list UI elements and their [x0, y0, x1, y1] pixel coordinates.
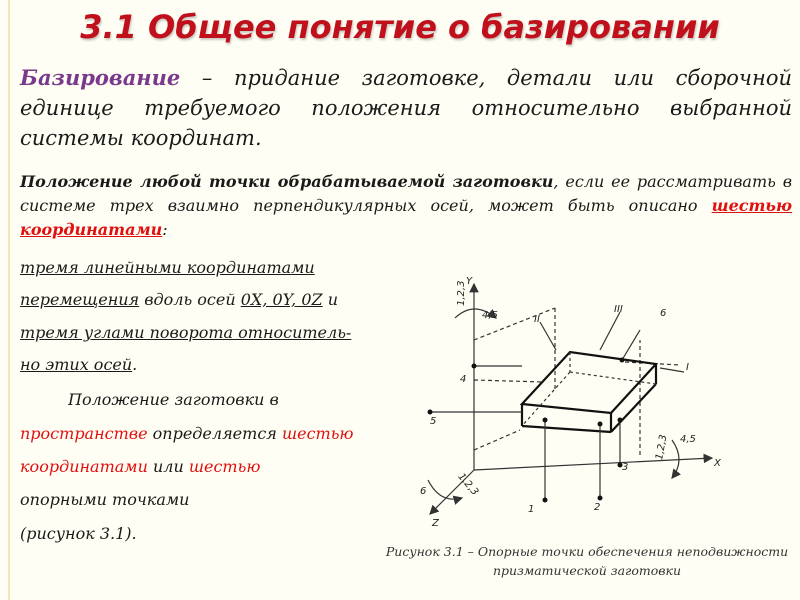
z-rotation-num: 6: [420, 486, 427, 497]
position-text: , если ее рассматривать в системе трех взаимно перпендикулярных осей, может быть описано: [20, 172, 792, 215]
point-2-label: 2: [594, 502, 601, 513]
z-rotation-arrow: [428, 480, 462, 499]
point-4-label: 4: [460, 374, 467, 385]
plane-III-label: III: [614, 304, 623, 315]
axis-x-label: X: [714, 458, 721, 469]
support-points-line: опорными точками: [20, 490, 190, 509]
caption-line-1: Рисунок 3.1 – Опорные точки обеспечения неподвижности: [385, 544, 789, 559]
point-3-label: 3: [622, 462, 629, 473]
definition-paragraph: [20, 63, 792, 153]
axis-y-label: Y: [466, 276, 473, 287]
axes-line: [20, 289, 385, 311]
coordinates-or-line: [20, 456, 385, 478]
point-5-label: 5: [430, 416, 437, 427]
linear-coordinates-line: тремя линейными координатами: [20, 258, 315, 277]
these-axes-line: [20, 354, 385, 376]
y-rotation-label: 1,2,3: [456, 280, 467, 306]
definition-text: – придание заготовке, детали или сборочной единице требуемого положения относительно выбранной системы координат.: [20, 66, 792, 150]
six-coordinates-phrase: шестью координатами: [20, 196, 792, 239]
slide-title: 3.1 Общее понятие о базировании: [80, 8, 720, 46]
z-rotation-label: 1,2,3: [455, 471, 481, 498]
point-1-label: 1: [528, 504, 535, 515]
definition-term: Базирование: [20, 65, 181, 90]
basing-figure: [400, 262, 800, 544]
axes-along-text: вдоль осей: [139, 290, 241, 309]
axis-x-line: [474, 458, 712, 470]
six-word-2: шестью: [188, 457, 261, 476]
position-paragraph: [20, 170, 792, 242]
defined-text: определяется: [147, 424, 282, 443]
x-rotation-label: 1,2,3: [654, 433, 670, 461]
point-6-label: 6: [660, 308, 667, 319]
x-rotation-arrow: [672, 440, 679, 478]
these-axes-text: но этих осей: [20, 355, 133, 374]
x-rotation-num: 4,5: [680, 434, 696, 445]
caption-line-2: призматической заготовки: [492, 563, 682, 578]
y-rotation-num: 4,5: [482, 310, 498, 321]
rotation-angles-line: тремя углами поворота относитель-: [20, 323, 352, 342]
axes-and: и: [322, 290, 339, 309]
axis-z-label: Z: [432, 518, 439, 529]
these-axes-period: .: [132, 355, 138, 374]
figure-caption: [378, 542, 796, 580]
space-word: пространстве: [20, 424, 148, 443]
workpiece-position-line: Положение заготовки в: [68, 390, 279, 409]
decorative-border: [8, 0, 10, 600]
axes-names: 0X, 0Y, 0Z: [240, 290, 323, 309]
six-word: шестью: [281, 424, 354, 443]
plane-II-label: II: [534, 314, 540, 325]
position-colon: :: [162, 220, 168, 239]
position-bold-phrase: Положение любой точки обрабатываемой заготовки: [20, 172, 554, 191]
coordinates-word: координатами: [20, 457, 148, 476]
or-word: или: [147, 457, 189, 476]
axes-move-word: перемещения: [20, 290, 140, 309]
plane-I-label: I: [686, 362, 689, 373]
space-defined-line: [20, 423, 385, 445]
figure-reference-line: (рисунок 3.1).: [20, 524, 137, 543]
